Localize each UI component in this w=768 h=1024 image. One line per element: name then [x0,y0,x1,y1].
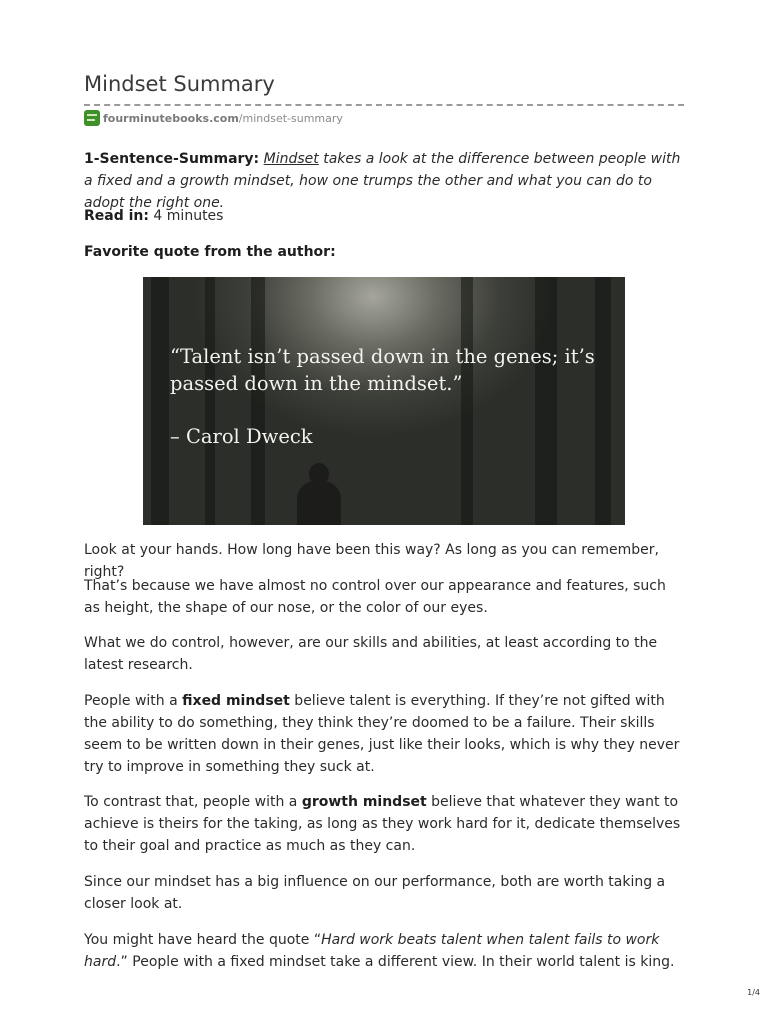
source-path[interactable]: /mindset-summary [238,111,343,125]
paragraph: That’s because we have almost no control over our appearance and features, such as height, the shape of our nose, or the color of our eyes. [84,578,666,616]
source-link[interactable] [84,109,343,127]
paragraph: Since our mindset has a big influence on our performance, both are worth taking a closer look at. [84,874,666,912]
fixed-mindset-term: fixed mindset [182,693,290,709]
tree-trunk [461,277,473,525]
tree-trunk [251,277,265,525]
paragraph-growth-mindset [84,791,684,857]
text: To contrast that, people with a [84,794,302,810]
read-in-label: Read in: [84,208,149,224]
quote-author: – Carol Dweck [170,425,313,448]
tree-trunk [151,277,169,525]
text: believe talent is everything. If they’re not gifted with the ability to do something, they think they’re doomed to be a failure. Their skills seem to be written down in their genes, just like their looks, which is why they never try to improve in something they suck at. [84,693,680,775]
text: You might have heard the quote “ [84,932,322,948]
summary-label: 1-Sentence-Summary: [84,151,260,167]
tree-trunk [595,277,611,525]
text: People with a [84,693,183,709]
site-logo-icon [84,110,100,126]
paragraph: Look at your hands. How long have been this way? As long as you can remember, right? [84,542,659,580]
tree-trunk [535,277,557,525]
person-silhouette-body [297,481,341,525]
tree-trunk [205,277,215,525]
read-in-value: 4 minutes [148,208,224,224]
paragraph: What we do control, however, are our skills and abilities, at least according to the latest research. [84,635,658,673]
hard-work-quote: Hard work beats talent when talent fails to work hard [84,932,660,970]
paragraph-quote [84,929,684,973]
book-title-link[interactable]: Mindset [263,151,319,167]
favorite-quote-label: Favorite quote from the author: [84,244,336,260]
page-number: 1/4 [747,988,760,997]
page-title: Mindset Summary [84,72,275,96]
quote-text: “Talent isn’t passed down in the genes; it’s passed down in the mindset.” [170,345,595,395]
source-domain[interactable]: fourminutebooks.com [103,111,239,125]
text: .” People with a fixed mindset take a different view. In their world talent is king. [116,954,675,970]
summary-text: takes a look at the difference between people with a fixed and a growth mindset, how one trumps the other and what you can do to adopt the right one. [84,151,681,211]
paragraph-fixed-mindset [84,690,684,778]
read-time [84,205,684,227]
favorite-quote-heading [84,241,684,263]
title-divider [84,104,684,106]
text: believe that whatever they want to achieve is theirs for the taking, as long as they work hard for it, dedicate themselves to their goal and practice as much as they can. [84,794,681,854]
quote-image [143,277,625,525]
growth-mindset-term: growth mindset [301,794,427,810]
